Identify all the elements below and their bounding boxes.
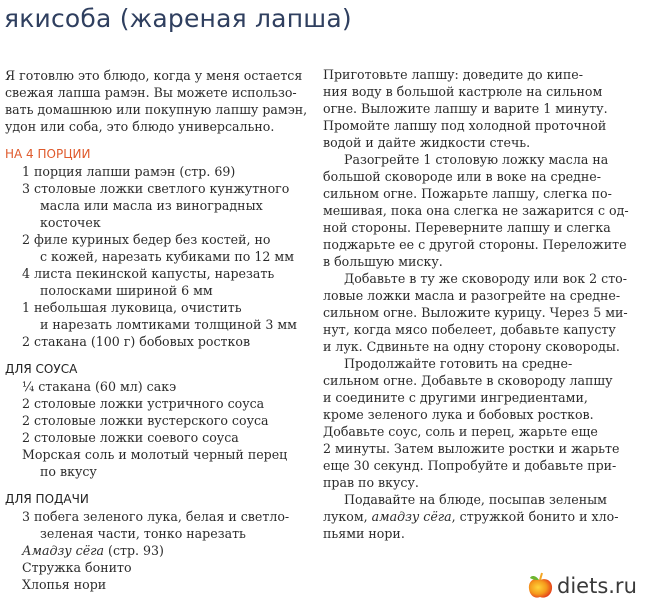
intro-line: свежая лапша рамэн. Вы можете использо- [5,85,297,100]
method-line: поджарьте ее с другой стороны. Переложите [323,237,627,252]
sauce-list [5,378,310,480]
sauce-item: 2 столовые ложки устричного соуса [22,396,265,411]
method-paragraph [323,151,645,270]
method-line: огне. Выложите лапшу и варите 1 минуту. [323,101,608,116]
method-line: Разогрейте 1 столовую ложку масла на [344,152,609,167]
method-line: Приготовьте лапшу: доведите до кипе- [323,67,583,82]
apple-icon [527,572,553,600]
ingredient-item: 2 стакана (100 г) бобовых ростков [22,334,251,349]
method-line: Продолжайте готовить на средне- [344,356,573,371]
text-span: , стружкой бонито и хло- [451,509,619,524]
watermark-text: diets.ru [557,574,637,598]
italic-span: амадзу сёга [371,509,452,524]
method-line: Промойте лапшу под холодной проточной [323,118,607,133]
serve-item: Стружка бонито [22,560,132,575]
ingredient-item: 1 небольшая луковица, очистить [22,300,242,315]
ingredient-item-cont: косточек [40,215,101,230]
diets-ru-watermark [527,571,637,601]
method-line: водой и дайте жидкости стечь. [323,135,531,150]
method-paragraph [323,66,645,151]
method-line [323,508,645,525]
ingredient-item-cont: полосками шириной 6 мм [40,283,213,298]
method-line: сильном огне. Выложите курицу. Через 5 ми- [323,305,628,320]
text-span: луком, [323,509,372,524]
method-line: и соедините с другими ингредиентами, [323,390,588,405]
ingredient-item-cont: и нарезать ломтиками толщиной 3 мм [40,317,297,332]
servings-heading: НА 4 ПОРЦИИ [5,147,91,161]
intro-line: удон или соба, это блюдо универсально. [5,119,275,134]
intro-line: вать домашнюю или покупную лапшу рамэн, [5,102,308,117]
serve-list [5,508,310,593]
method-line: Добавьте в ту же сковороду или вок 2 сто- [344,271,627,286]
method-line: сильном огне. Пожарьте лапшу, слегка по- [323,186,612,201]
sauce-item: 2 столовые ложки вустерского соуса [22,413,269,428]
method-line: сильном огне. Добавьте в сковороду лапшу [323,373,613,388]
method-line: 2 минуты. Затем выложите ростки и жарьте [323,441,620,456]
method-line: прав по вкусу. [323,475,419,490]
ingredient-item-cont: масла или масла из виноградных [40,198,263,213]
sauce-item: ¼ стакана (60 мл) сакэ [22,379,177,394]
serve-item-ref: (стр. 93) [104,543,164,558]
sauce-item-cont: по вкусу [40,464,97,479]
method-line: кроме зеленого лука и бобовых ростков. [323,407,594,422]
method-line: Подавайте на блюде, посыпав зеленым [344,492,607,507]
sauce-item: 2 столовые ложки соевого соуса [22,430,239,445]
method-paragraph [323,491,645,542]
serve-item-italic: Амадзу сёга [22,543,105,558]
intro-line: Я готовлю это блюдо, когда у меня остается [5,68,303,83]
method-paragraph [323,270,645,355]
method-line: мешивая, пока она слегка не зажарится с од- [323,203,629,218]
method-line: Добавьте соус, соль и перец, жарьте еще [323,424,598,439]
serve-heading: ДЛЯ ПОДАЧИ [5,492,89,506]
intro-paragraph [5,67,310,135]
sauce-item: Морская соль и молотый черный перец [22,447,288,462]
sauce-heading: ДЛЯ СОУСА [5,362,78,376]
method-paragraph [323,355,645,491]
serve-item [5,542,310,559]
method-line: еще 30 секунд. Попробуйте и добавьте при- [323,458,617,473]
method-line: большой сковороде или в воке на средне- [323,169,601,184]
ingredient-item: 4 листа пекинской капусты, нарезать [22,266,275,281]
method-column [323,66,645,542]
serve-item-cont: зеленая части, тонко нарезать [40,526,246,541]
method-line: и лук. Сдвиньте на одну сторону сковороды. [323,339,620,354]
recipe-title: якисоба (жареная лапша) [4,4,352,33]
ingredient-item: 1 порция лапши рамэн (стр. 69) [22,164,236,179]
ingredient-item: 2 филе куриных бедер без костей, но [22,232,271,247]
method-line: в большую миску. [323,254,443,269]
method-line: ловые ложки масла и разогрейте на средне- [323,288,621,303]
ingredient-list [5,163,310,350]
serve-item: Хлопья нори [22,577,107,592]
ingredient-item-cont: с кожей, нарезать кубиками по 12 мм [40,249,294,264]
method-line: пьями нори. [323,526,405,541]
ingredients-column [5,67,310,593]
method-line: нут, когда мясо побелеет, добавьте капусту [323,322,616,337]
method-line: ния воду в большой кастрюле на сильном [323,84,603,99]
serve-item: 3 побега зеленого лука, белая и светло- [22,509,290,524]
ingredient-item: 3 столовые ложки светлого кунжутного [22,181,290,196]
method-line: ной стороны. Переверните лапшу и слегка [323,220,611,235]
